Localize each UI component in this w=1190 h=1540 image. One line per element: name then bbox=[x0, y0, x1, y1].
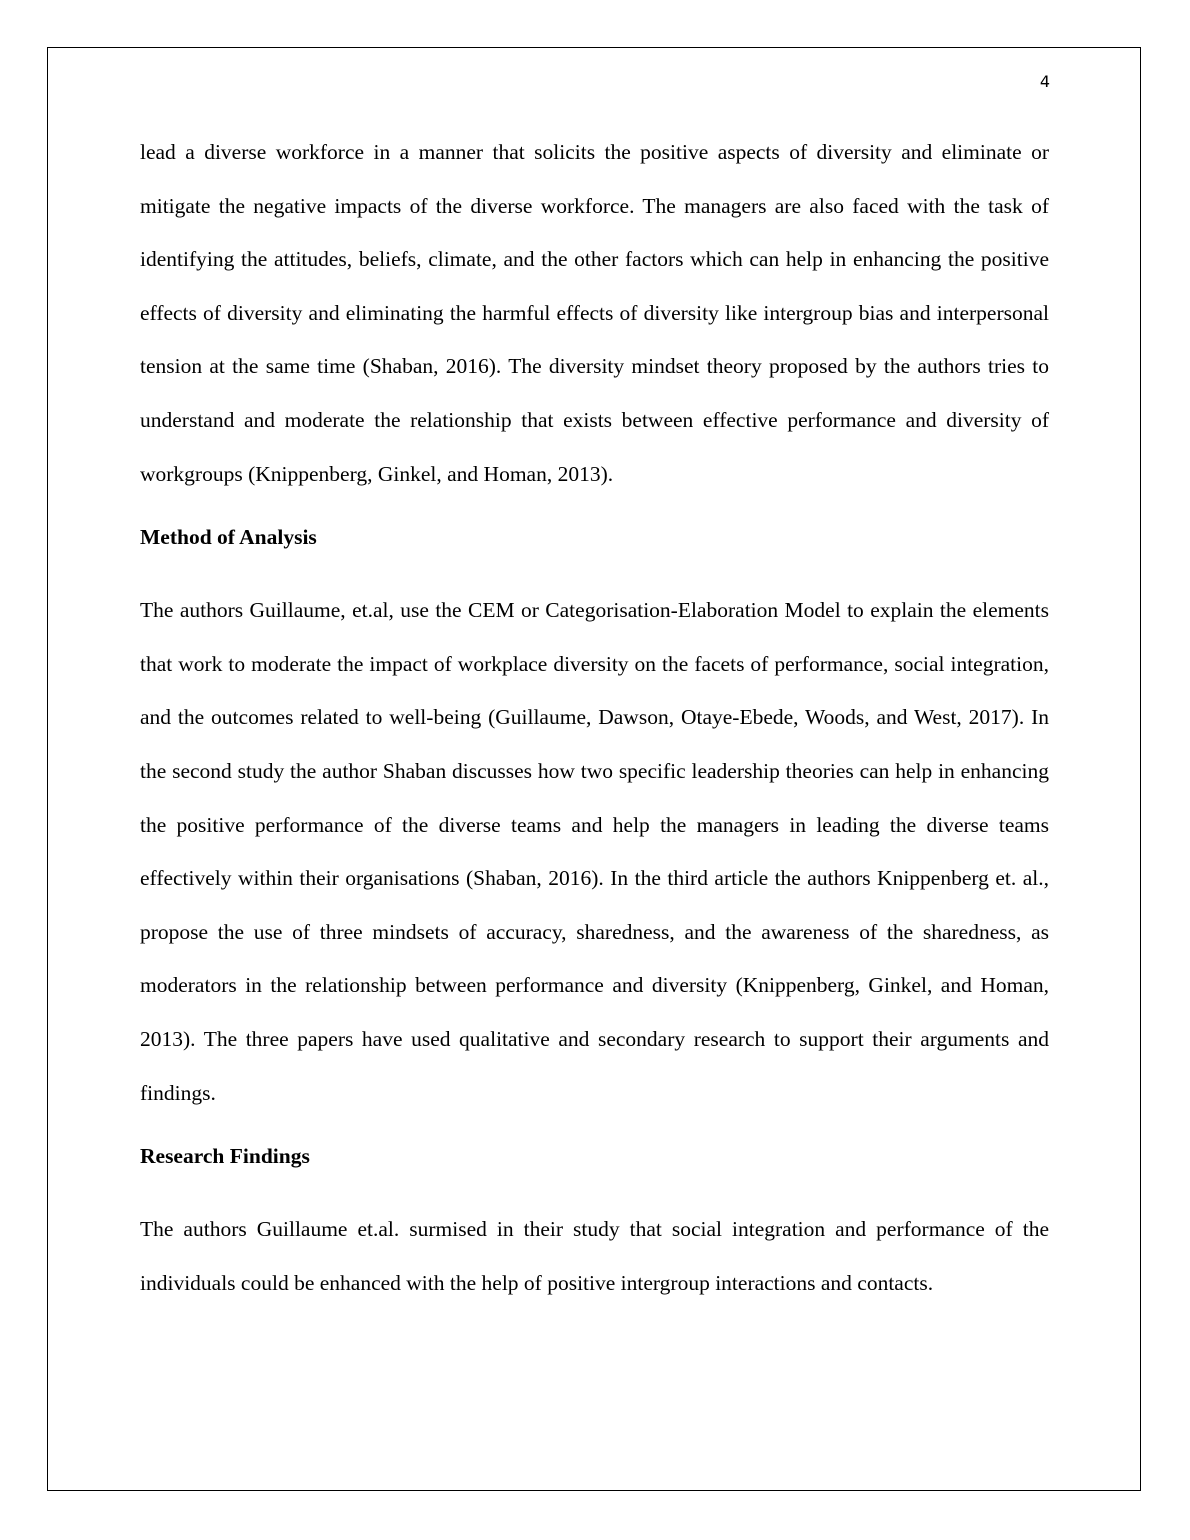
paragraph-findings: The authors Guillaume et.al. surmised in their study that social integration and performance of the individuals could be enhanced with the help of positive intergroup interactions and contacts. bbox=[140, 1217, 1049, 1295]
heading-method-of-analysis-text: Method of Analysis bbox=[140, 525, 317, 550]
heading-method-of-analysis bbox=[140, 501, 1049, 584]
paragraph-intro: lead a diverse workforce in a manner that solicits the positive aspects of diversity and eliminate or mitigate the negative impacts of the diverse workforce. The managers are also faced with the task of identifying the attitudes, beliefs, climate, and the other factors which can help in enhancing the positive effects of diversity and eliminating the harmful effects of diversity like intergroup bias and interpersonal tension at the same time (Shaban, 2016). The diversity mindset theory proposed by the authors tries to understand and moderate the relationship that exists between effective performance and diversity of workgroups (Knippenberg, Ginkel, and Homan, 2013). bbox=[140, 140, 1049, 486]
heading-research-findings bbox=[140, 1120, 1049, 1203]
paragraph-method: The authors Guillaume, et.al, use the CEM or Categorisation-Elaboration Model to explain the elements that work to moderate the impact of workplace diversity on the facets of performance, social integration, and the outcomes related to well-being (Guillaume, Dawson, Otaye-Ebede, Woods, and West, 2017). In the second study the author Shaban discusses how two specific leadership theories can help in enhancing the positive performance of the diverse teams and help the managers in leading the diverse teams effectively within their organisations (Shaban, 2016). In the third article the authors Knippenberg et. al., propose the use of three mindsets of accuracy, sharedness, and the awareness of the sharedness, as moderators in the relationship between performance and diversity (Knippenberg, Ginkel, and Homan, 2013). The three papers have used qualitative and secondary research to support their arguments and findings. bbox=[140, 598, 1049, 1105]
page-number: 4 bbox=[1039, 72, 1050, 91]
document-body bbox=[140, 126, 1049, 1310]
heading-research-findings-text: Research Findings bbox=[140, 1144, 310, 1169]
